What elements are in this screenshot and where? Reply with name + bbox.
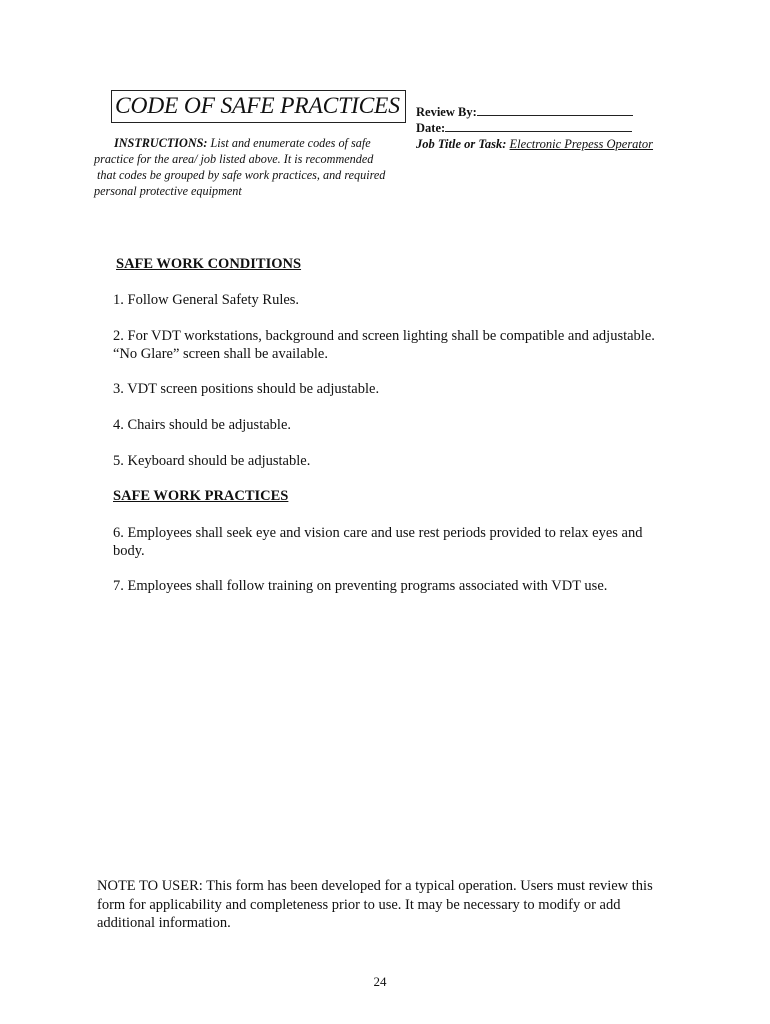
list-item: 7. Employees shall follow training on preventing programs associated with VDT use. [113,578,608,594]
review-block [416,104,653,152]
conditions-heading: SAFE WORK CONDITIONS [116,256,302,272]
list-item: 1. Follow General Safety Rules. [113,292,300,308]
page-number: 24 [373,974,387,989]
list-item: 4. Chairs should be adjustable. [113,417,292,433]
instructions-block [94,135,404,199]
instructions-label: INSTRUCTIONS: [114,136,208,150]
job-title-value: Electronic Prepess Operator [509,137,654,151]
list-item: 3. VDT screen positions should be adjustable. [113,381,380,397]
review-by-row [416,104,653,120]
date-row [416,120,653,136]
review-by-label: Review By: [416,105,477,119]
review-by-field[interactable] [477,104,633,116]
note-to-user: NOTE TO USER: This form has been developed for a typical operation. Users must review this form for applicability and completeness prior to use. It may be necessary to modify or add additional information. [97,878,653,931]
instructions-line-3: that codes be grouped by safe work practices, and required [97,168,386,182]
job-title-label: Job Title or Task: [416,137,507,151]
instructions-line-2: practice for the area/ job listed above. It is recommended [94,152,374,166]
list-item: 2. For VDT workstations, background and screen lighting shall be compatible and adjustable. “No Glare” screen shall be available. [113,328,655,362]
job-title-row [416,136,653,152]
date-field[interactable] [445,120,632,132]
instructions-line-1: INSTRUCTIONS: List and enumerate codes of safe [114,136,371,150]
list-item: 5. Keyboard should be adjustable. [113,453,311,469]
list-item: 6. Employees shall seek eye and vision care and use rest periods provided to relax eyes and body. [113,525,643,559]
instructions-line-4: personal protective equipment [94,184,242,198]
page-title: CODE OF SAFE PRACTICES [115,93,400,119]
title-box [111,90,406,123]
practices-heading: SAFE WORK PRACTICES [113,488,289,504]
date-label: Date: [416,121,446,135]
